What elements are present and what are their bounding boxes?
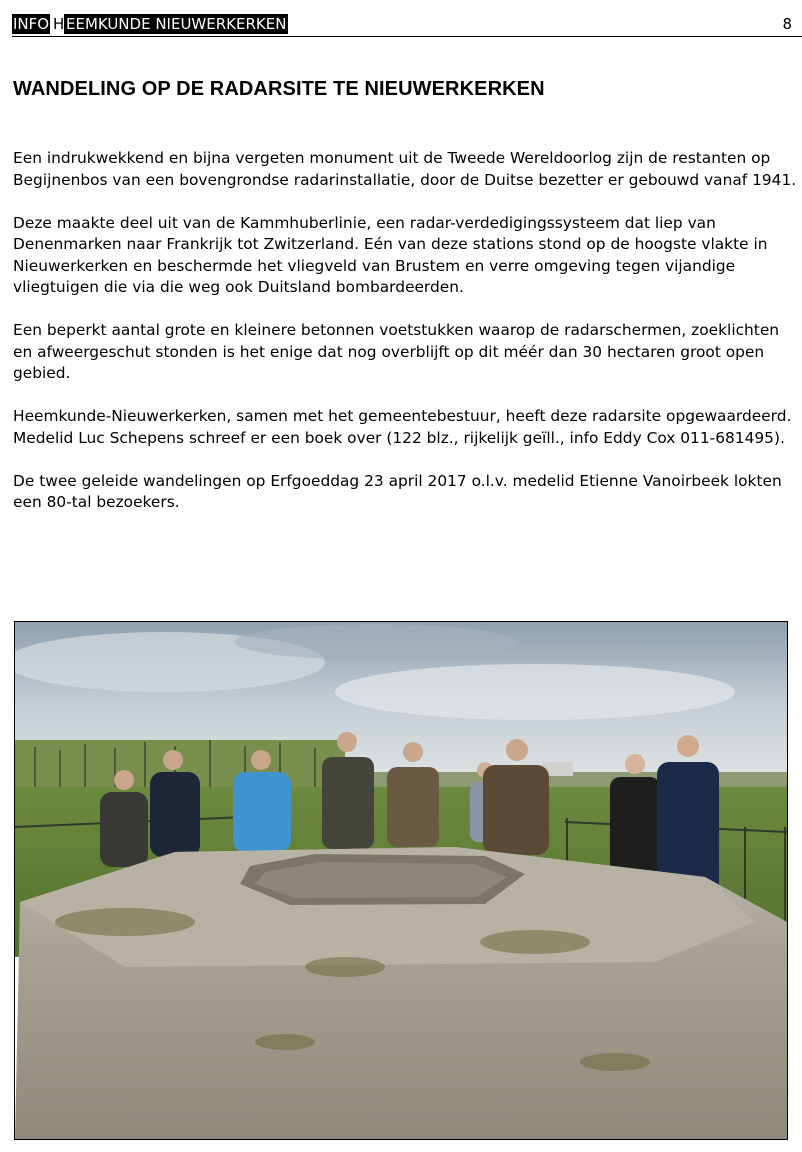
article-title: WANDELING OP DE RADARSITE TE NIEUWERKERKEN bbox=[13, 78, 545, 100]
line: De twee geleide wandelingen op Erfgoeddag 23 april 2017 o.l.v. medelid Etienne Vanoirbeek lokten bbox=[13, 471, 782, 490]
paragraph-4 bbox=[13, 406, 798, 449]
header-title-part1: INFO bbox=[13, 15, 50, 33]
line: gebied. bbox=[13, 364, 71, 382]
line: Medelid Luc Schepens schreef er een boek over (122 blz., rijkelijk geïll., info Eddy Cox 011-681495). bbox=[13, 428, 785, 447]
line: Een indrukwekkend en bijna vergeten monument uit de Tweede Wereldoorlog zijn de restanten op bbox=[13, 149, 771, 167]
line: Een beperkt aantal grote en kleinere betonnen voetstukken waarop de radarschermen, zoeklichten bbox=[13, 321, 780, 339]
photo-illustration bbox=[15, 622, 787, 1139]
line: Denenmarken naar Frankrijk tot Zwitzerland. Eén van deze stations stond op de hoogste vlakte in bbox=[13, 235, 768, 253]
page-number: 8 bbox=[782, 15, 792, 33]
line: Heemkunde-Nieuwerkerken, samen met het gemeentebestuur, heeft deze radarsite opgewaardeerd. bbox=[13, 407, 792, 425]
line: Nieuwerkerken en beschermde het vliegveld van Brustem en verre omgeving tegen vijandige bbox=[13, 256, 736, 275]
paragraph-5 bbox=[13, 471, 798, 514]
pit-inner bbox=[255, 862, 507, 898]
header-title-part3: EEMKUNDE NIEUWERKERKEN bbox=[66, 15, 287, 33]
line: vliegtuigen die via die weg ook Duitsland bombardeerden. bbox=[13, 278, 464, 296]
paragraph-2 bbox=[13, 213, 798, 299]
paragraph-3 bbox=[13, 320, 798, 385]
line: en afweergeschut stonden is het enige dat nog overblijft op dit méér dan 30 hectaren groot open bbox=[13, 342, 765, 361]
cloud bbox=[235, 624, 515, 660]
line: een 80-tal bezoekers. bbox=[13, 493, 180, 511]
article-body bbox=[13, 148, 798, 535]
running-header bbox=[12, 12, 802, 37]
cloud bbox=[335, 664, 735, 720]
line: Begijnenbos van een bovengrondse radarinstallatie, door de Duitse bezetter er gebouwd vanaf 1941. bbox=[13, 170, 797, 189]
radar-site-photo bbox=[14, 621, 788, 1140]
header-title-part2: H bbox=[53, 15, 65, 33]
paragraph-1 bbox=[13, 148, 798, 191]
line: Deze maakte deel uit van de Kammhuberlinie, een radar-verdedigingssysteem dat liep van bbox=[13, 213, 716, 232]
